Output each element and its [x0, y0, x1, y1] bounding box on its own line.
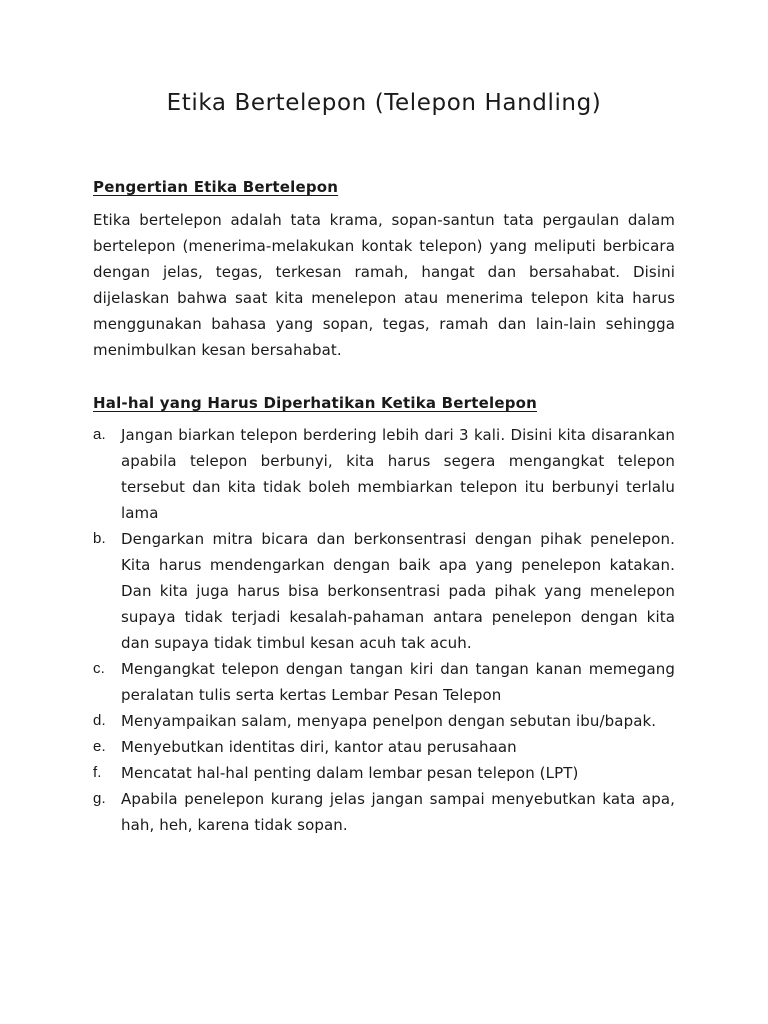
list-item	[93, 786, 675, 838]
list-item-text: Menyampaikan salam, menyapa penelpon dengan sebutan ibu/bapak.	[121, 712, 657, 730]
list-item	[93, 422, 675, 526]
list-marker: g.	[93, 790, 106, 807]
list-marker: e.	[93, 738, 106, 755]
section-heading-hal-hal: Hal-hal yang Harus Diperhatikan Ketika Bertelepon	[93, 394, 538, 412]
list-item-text: Mencatat hal-hal penting dalam lembar pesan telepon (LPT)	[121, 764, 579, 782]
list-marker: d.	[93, 712, 106, 729]
list-item	[93, 656, 675, 708]
list-marker: a.	[93, 426, 106, 443]
list-item	[93, 734, 675, 760]
list-marker: f.	[93, 764, 102, 781]
list-marker: c.	[93, 660, 105, 677]
list-item-text: Mengangkat telepon dengan tangan kiri dan tangan kanan memegang peralatan tulis serta kertas Lembar Pesan Telepon	[121, 660, 675, 704]
list-item	[93, 708, 675, 734]
section-heading-pengertian: Pengertian Etika Bertelepon	[93, 178, 339, 196]
list-item-text: Apabila penelepon kurang jelas jangan sampai menyebutkan kata apa, hah, heh, karena tidak sopan.	[121, 790, 675, 834]
etiquette-list	[93, 422, 675, 838]
document-title: Etika Bertelepon (Telepon Handling)	[166, 90, 602, 116]
list-item	[93, 760, 675, 786]
definition-paragraph: Etika bertelepon adalah tata krama, sopan-santun tata pergaulan dalam bertelepon (menerima-melakukan kontak telepon) yang meliputi berbicara dengan jelas, tegas, terkesan ramah, hangat dan bersahabat. Disini dijelaskan bahwa saat kita menelepon atau menerima telepon kita harus menggunakan bahasa yang sopan, tegas, ramah dan lain-lain sehingga menimbulkan kesan bersahabat.	[93, 211, 675, 359]
list-item-text: Jangan biarkan telepon berdering lebih dari 3 kali. Disini kita disarankan apabila telepon berbunyi, kita harus segera mengangkat telepon tersebut dan kita tidak boleh membiarkan telepon itu berbunyi terlalu lama	[121, 426, 675, 522]
list-item-text: Menyebutkan identitas diri, kantor atau perusahaan	[121, 738, 517, 756]
list-marker: b.	[93, 530, 106, 547]
list-item	[93, 526, 675, 656]
list-item-text: Dengarkan mitra bicara dan berkonsentrasi dengan pihak penelepon. Kita harus mendengarkan dengan baik apa yang penelepon katakan. Dan kita juga harus bisa berkonsentrasi pada pihak yang menelepon supaya tidak terjadi kesalah-pahaman antara penelepon dengan kita dan supaya tidak timbul kesan acuh tak acuh.	[121, 530, 675, 652]
